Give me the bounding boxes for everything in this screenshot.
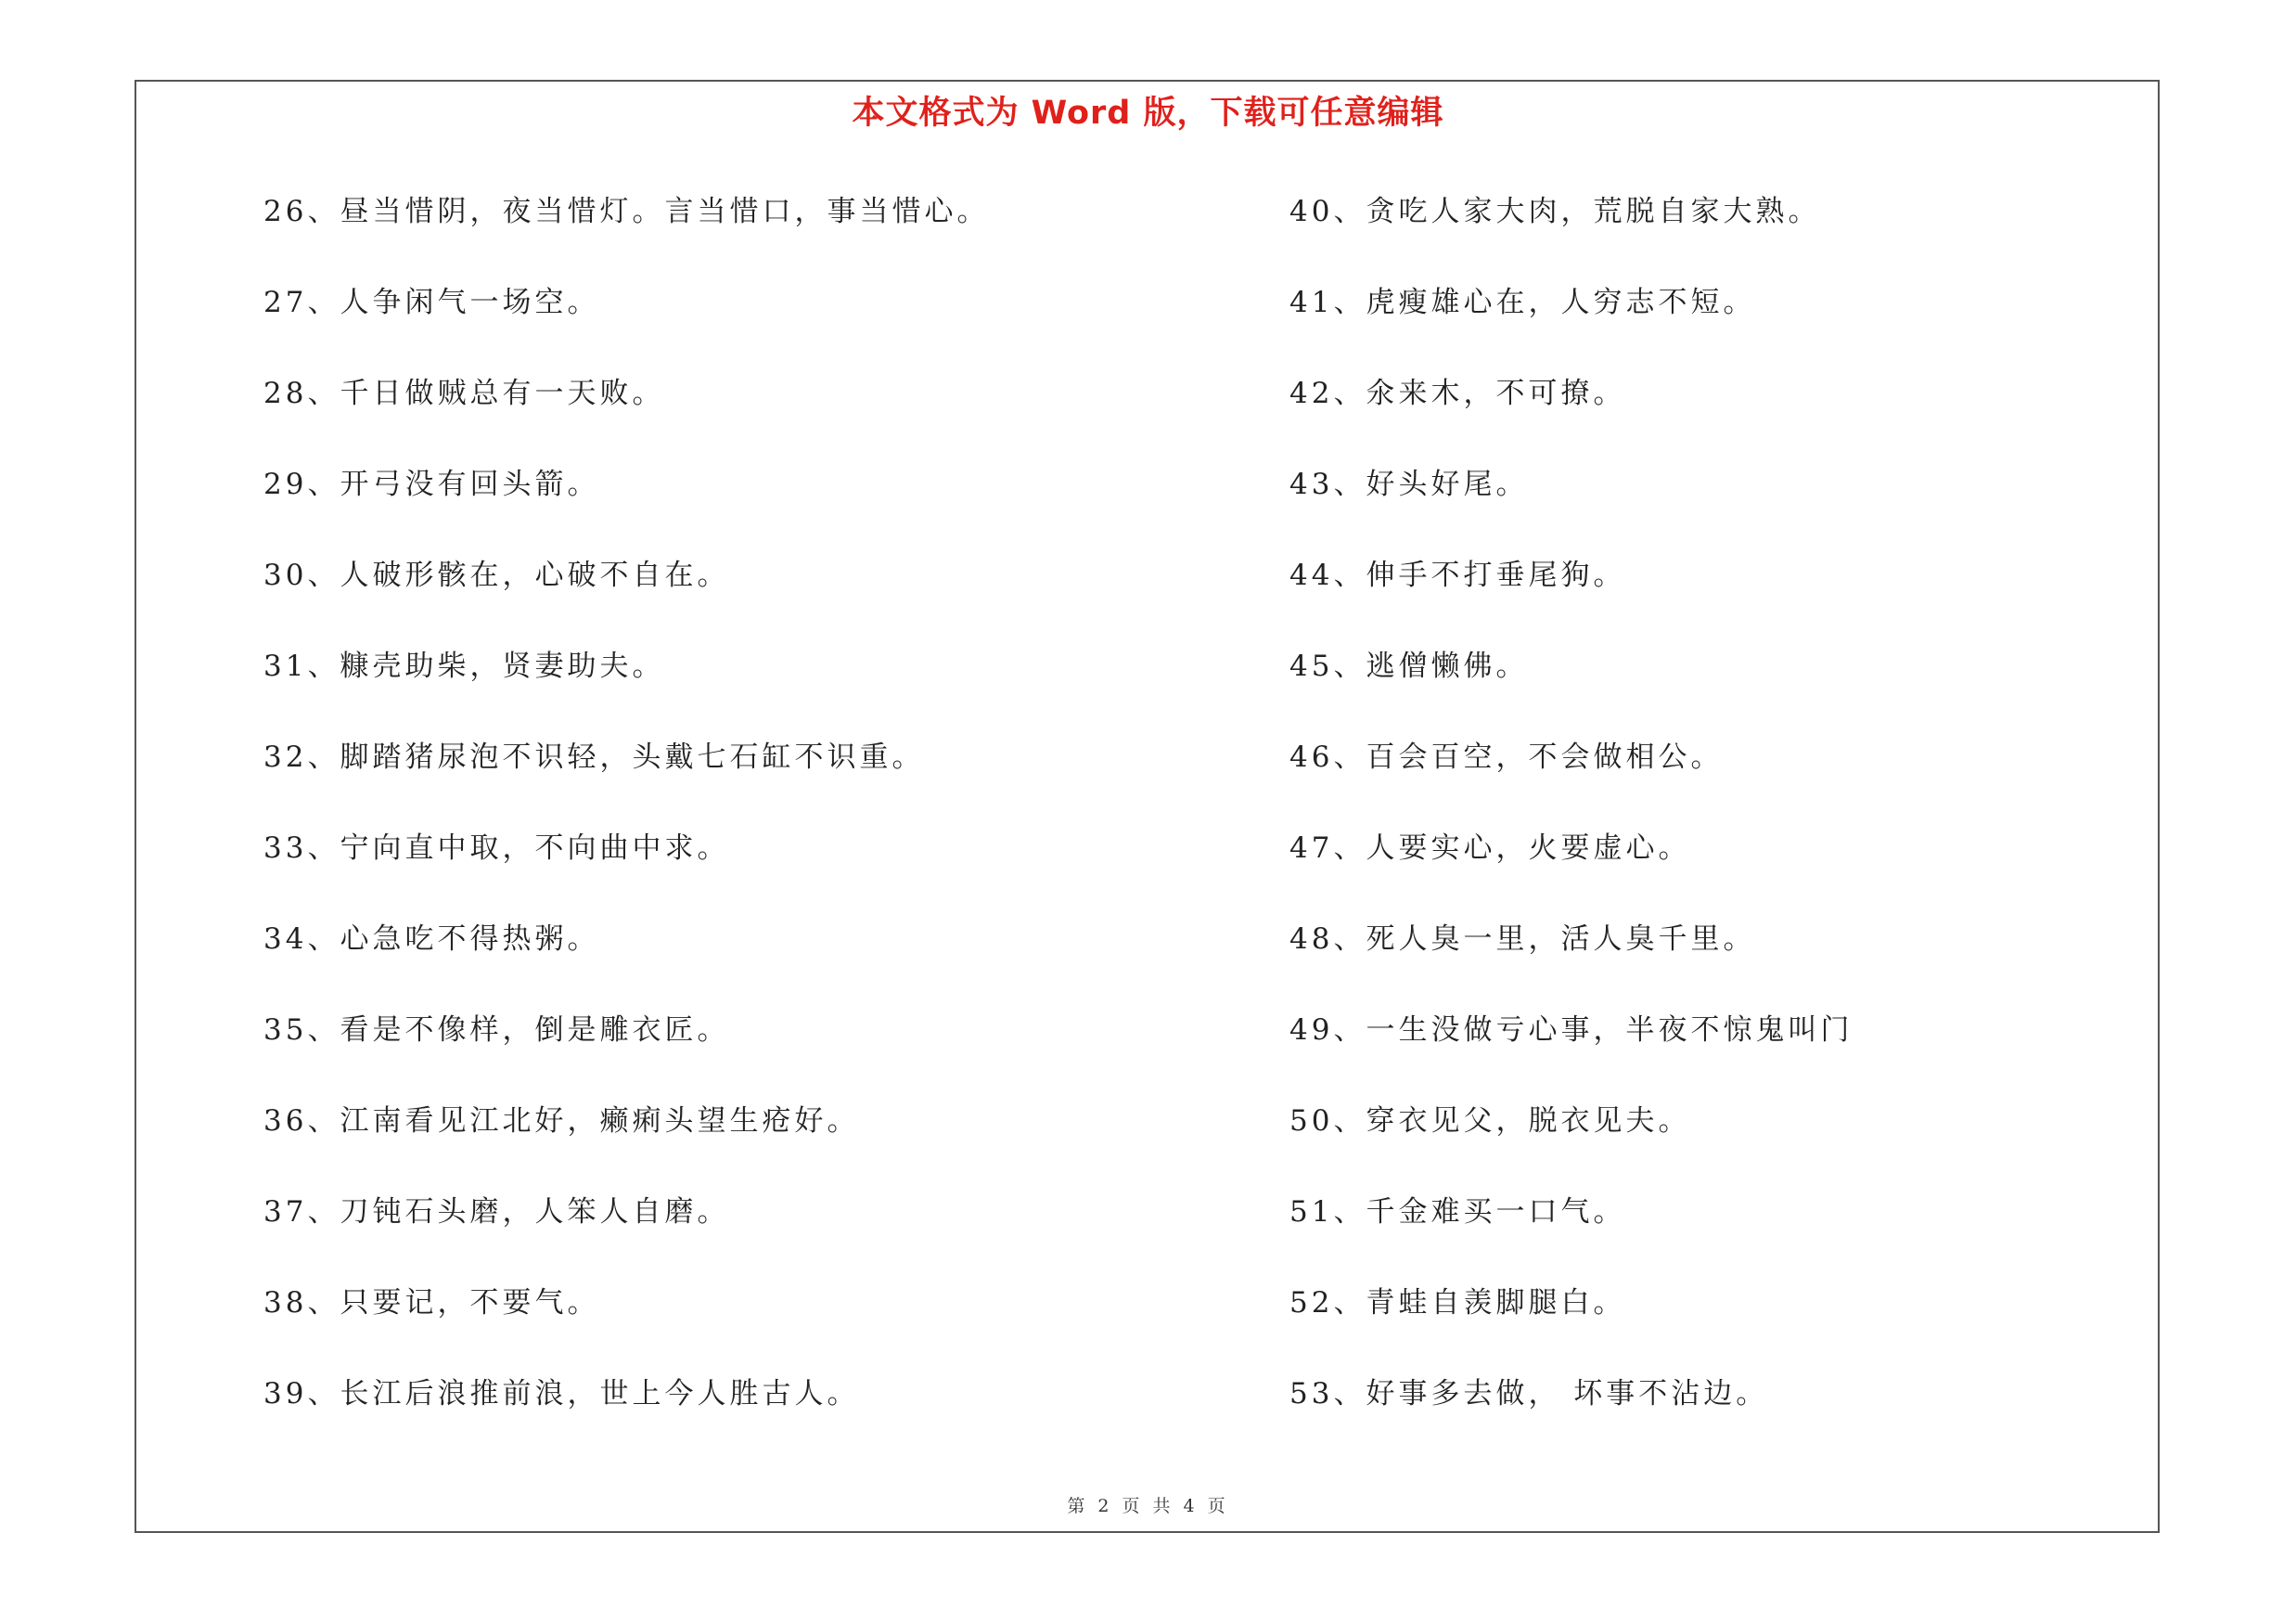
proverb-item: 52、青蛙自羡脚腿白。 [1289,1286,1626,1320]
proverb-item: 41、虎瘦雄心在，人穷志不短。 [1289,286,1756,319]
proverb-list-right [1289,188,1853,1462]
proverb-item: 27、人争闲气一场空。 [263,286,600,319]
proverb-item: 26、昼当惜阴，夜当惜灯。言当惜口，事当惜心。 [263,195,990,228]
proverb-item: 31、糠壳助柴，贤妻助夫。 [263,650,665,683]
proverb-item: 30、人破形骸在，心破不自在。 [263,559,730,592]
proverb-item: 46、百会百空，不会做相公。 [1289,741,1724,774]
proverb-item: 38、只要记，不要气。 [263,1286,600,1320]
proverb-item: 37、刀钝石头磨，人笨人自磨。 [263,1195,730,1229]
proverb-item: 40、贪吃人家大肉，荒脱自家大熟。 [1289,195,1821,228]
proverb-item: 43、好头好尾。 [1289,468,1529,501]
proverb-list-left [263,188,989,1462]
proverb-item: 35、看是不像样，倒是雕衣匠。 [263,1013,730,1047]
proverb-item: 48、死人臭一里，活人臭千里。 [1289,922,1756,956]
proverb-item: 51、千金难买一口气。 [1289,1195,1626,1229]
proverb-item: 34、心急吃不得热粥。 [263,922,600,956]
proverb-item: 49、一生没做亏心事，半夜不惊鬼叫门 [1289,1013,1853,1047]
word-format-banner: 本文格式为 Word 版，下载可任意编辑 [852,95,1444,132]
proverb-item: 39、长江后浪推前浪，世上今人胜古人。 [263,1377,860,1410]
proverb-item: 28、千日做贼总有一天败。 [263,377,665,410]
proverb-item: 45、逃僧懒佛。 [1289,650,1529,683]
proverb-item: 50、穿衣见父，脱衣见夫。 [1289,1104,1691,1138]
page-number-footer: 第 2 页 共 4 页 [1067,1496,1229,1516]
proverb-item: 47、人要实心，火要虚心。 [1289,831,1691,865]
proverb-item: 44、伸手不打垂尾狗。 [1289,559,1626,592]
proverb-item: 33、宁向直中取，不向曲中求。 [263,831,730,865]
proverb-item: 42、氽来木，不可撩。 [1289,377,1626,410]
proverb-item: 29、开弓没有回头箭。 [263,468,600,501]
proverb-item: 36、江南看见江北好，癞痢头望生疮好。 [263,1104,860,1138]
proverb-item: 32、脚踏猪尿泡不识轻，头戴七石缸不识重。 [263,741,925,774]
proverb-item: 53、好事多去做， 坏事不沾边。 [1289,1377,1769,1410]
